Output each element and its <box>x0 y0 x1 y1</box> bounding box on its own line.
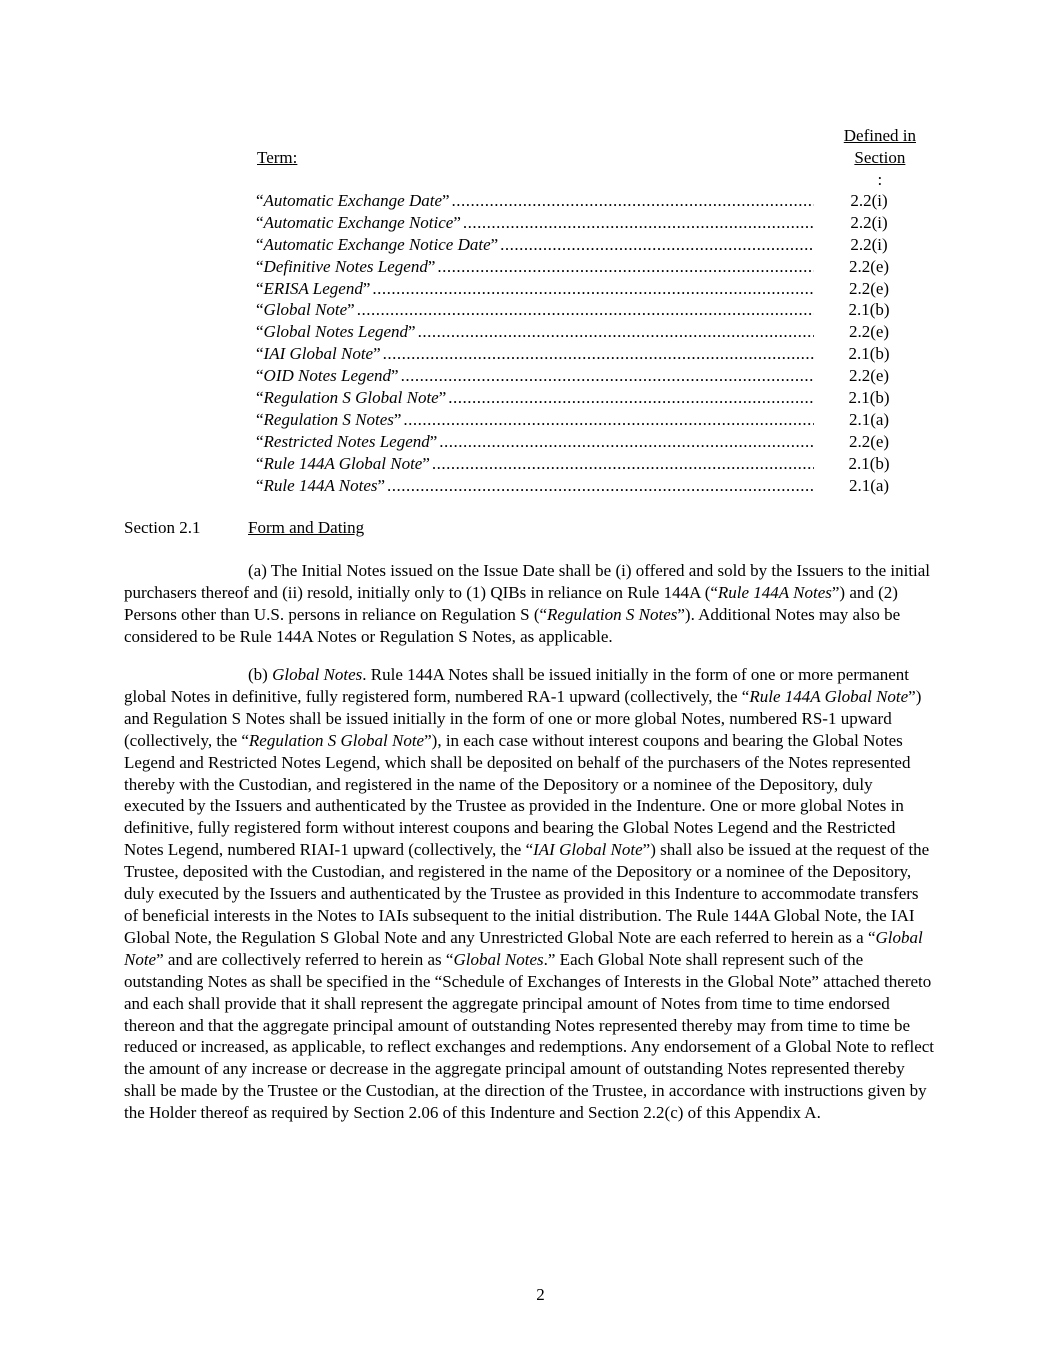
paragraph-a: (a) The Initial Notes issued on the Issue Date shall be (i) offered and sold by the Issuers to the initial purchasers thereof and (ii) resold, initially only to (1) QIBs in reliance on Rule 144A (“Rule 144A Notes”) and (2) Persons other than U.S. persons in reliance on Regulation S (“Regulation S Notes”). Additional Notes may also be considered to be Rule 144A Notes or Regulation S Notes, as applicable. <box>124 561 931 646</box>
definitions-table <box>256 190 916 496</box>
definition-row: “ Rule 144A Global Note ” ..... 2.1(b) <box>256 453 916 475</box>
leader-dots <box>463 212 814 234</box>
defined-term: Automatic Exchange Date <box>263 191 442 210</box>
section-reference: 2.1(a) <box>848 409 890 429</box>
section-reference: 2.1(b) <box>848 344 890 364</box>
section-reference: 2.2(e) <box>848 278 890 298</box>
section-reference: 2.1(a) <box>848 475 890 495</box>
section-heading <box>124 517 364 539</box>
definition-row: “ Regulation S Global Note ” ..... 2.1(b) <box>256 387 916 409</box>
leader-dots <box>387 475 814 497</box>
definition-row: “ Regulation S Notes ” ..... 2.1(a) <box>256 409 916 431</box>
leader-dots <box>418 321 814 343</box>
section-reference: 2.1(b) <box>848 453 890 473</box>
defined-term: Rule 144A Notes <box>263 475 378 495</box>
defined-term: Automatic Exchange Notice <box>263 212 454 232</box>
leader-dots <box>357 299 814 321</box>
defined-term: Regulation S Global Note <box>263 388 439 408</box>
leader-dots <box>452 190 814 212</box>
definition-row: “ ERISA Legend ” ..... 2.2(e) <box>256 278 916 300</box>
definition-row: “ Definitive Notes Legend ” ..... 2.2(e) <box>256 256 916 278</box>
definition-row: “ IAI Global Note ” ..... 2.1(b) <box>256 343 916 365</box>
defined-term: Global Notes Legend <box>263 322 409 342</box>
defined-in-column-header: Defined in Section : <box>843 126 916 189</box>
defined-term: ERISA Legend <box>263 278 363 298</box>
leader-dots <box>448 387 814 409</box>
leader-dots <box>432 453 814 475</box>
section-title: Form and Dating <box>248 518 365 537</box>
definition-row: “ Automatic Exchange Notice ” ..... 2.2(i) <box>256 212 916 234</box>
leader-dots <box>500 234 814 256</box>
definition-row: “ Rule 144A Notes ” ..... 2.1(a) <box>256 475 916 497</box>
defined-term: OID Notes Legend <box>263 366 392 386</box>
definition-row: “ Automatic Exchange Notice Date ” ..... 2.2(i) <box>256 234 916 256</box>
section-reference: 2.2(e) <box>848 322 890 342</box>
section-reference: 2.2(i) <box>850 234 888 254</box>
leader-dots <box>383 343 814 365</box>
definition-row: “ Global Note ” ..... 2.1(b) <box>256 299 916 321</box>
defined-term: Definitive Notes Legend <box>263 256 428 276</box>
leader-dots <box>439 431 814 453</box>
section-reference: 2.2(e) <box>848 256 890 276</box>
definition-row: “ OID Notes Legend ” ..... 2.2(e) <box>256 365 916 387</box>
defined-term: Automatic Exchange Notice Date <box>263 234 491 254</box>
defined-term: Global Note <box>263 300 348 320</box>
section-reference: 2.2(e) <box>848 366 890 386</box>
paragraph-b: (b) Global Notes. Rule 144A Notes shall be issued initially in the form of one or more permanent global Notes in definitive, fully registered form, numbered RA-1 upward (collectively, the “Rule 144A Global Note”) and Regulation S Notes shall be issued initially in the form of one or more global Notes, numbered RS-1 upward (collectively, the “Regulation S Global Note”), in each case without interest coupons and bearing the Global Notes Legend and Restricted Notes Legend, which shall be deposited on behalf of the purchasers of the Notes represented thereby with the Custodian, and registered in the name of the Depository or a nominee of the Depository, duly executed by the Issuers and authenticated by the Trustee as provided in the Indenture. One or more global Notes in definitive, fully registered form without interest coupons and bearing the Global Notes Legend and the Restricted Notes Legend, numbered RIAI-1 upward (collectively, the “IAI Global Note”) shall also be issued at the request of the Trustee, deposited with the Custodian, and registered in the name of the Depository or a nominee of the Depository, duly executed by the Issuers and authenticated by the Trustee as provided in this Indenture to accommodate transfers of beneficial interests in the Notes to IAIs subsequent to the initial distribution. The Rule 144A Global Note, the IAI Global Note, the Regulation S Global Note and any Unrestricted Global Note are each referred to herein as a “Global Note” and are collectively referred to herein as “Global Notes.” Each Global Note shall represent such of the outstanding Notes as shall be specified in the “Schedule of Exchanges of Interests in the Global Note” attached thereto and each shall provide that it shall represent the aggregate principal amount of Notes from time to time endorsed thereon and that the aggregate principal amount of outstanding Notes represented thereby may from time to time be reduced or increased, as applicable, to reflect exchanges and redemptions. Any endorsement of a Global Note to reflect the amount of any increase or decrease in the aggregate principal amount of outstanding Notes represented thereby shall be made by the Trustee or the Custodian, at the direction of the Trustee, in accordance with instructions given by the Holder thereof as required by Section 2.06 of this Indenture and Section 2.2(c) of this Appendix A. <box>124 665 935 1123</box>
definition-row: “ Automatic Exchange Date ” ..... 2.2(i) <box>256 190 916 212</box>
definition-row: “ Restricted Notes Legend ” ..... 2.2(e) <box>256 431 916 453</box>
defined-term: IAI Global Note <box>263 344 374 364</box>
definition-row: “ Global Notes Legend ” ..... 2.2(e) <box>256 321 916 343</box>
section-reference: 2.2(e) <box>848 431 890 451</box>
section-number: Section 2.1 <box>124 518 201 537</box>
leader-dots <box>403 409 814 431</box>
defined-term: Regulation S Notes <box>263 409 394 429</box>
section-reference: 2.2(i) <box>850 191 888 210</box>
definitions-table-header <box>256 125 916 189</box>
leader-dots <box>437 256 814 278</box>
page-number: 2 <box>536 1285 545 1304</box>
section-reference: 2.1(b) <box>848 388 890 408</box>
section-reference: 2.1(b) <box>848 300 890 320</box>
defined-term: Restricted Notes Legend <box>263 431 430 451</box>
defined-term: Rule 144A Global Note <box>263 453 423 473</box>
section-reference: 2.2(i) <box>850 212 888 232</box>
leader-dots <box>372 278 814 300</box>
term-column-header: Term: <box>257 148 298 167</box>
leader-dots <box>401 365 814 387</box>
